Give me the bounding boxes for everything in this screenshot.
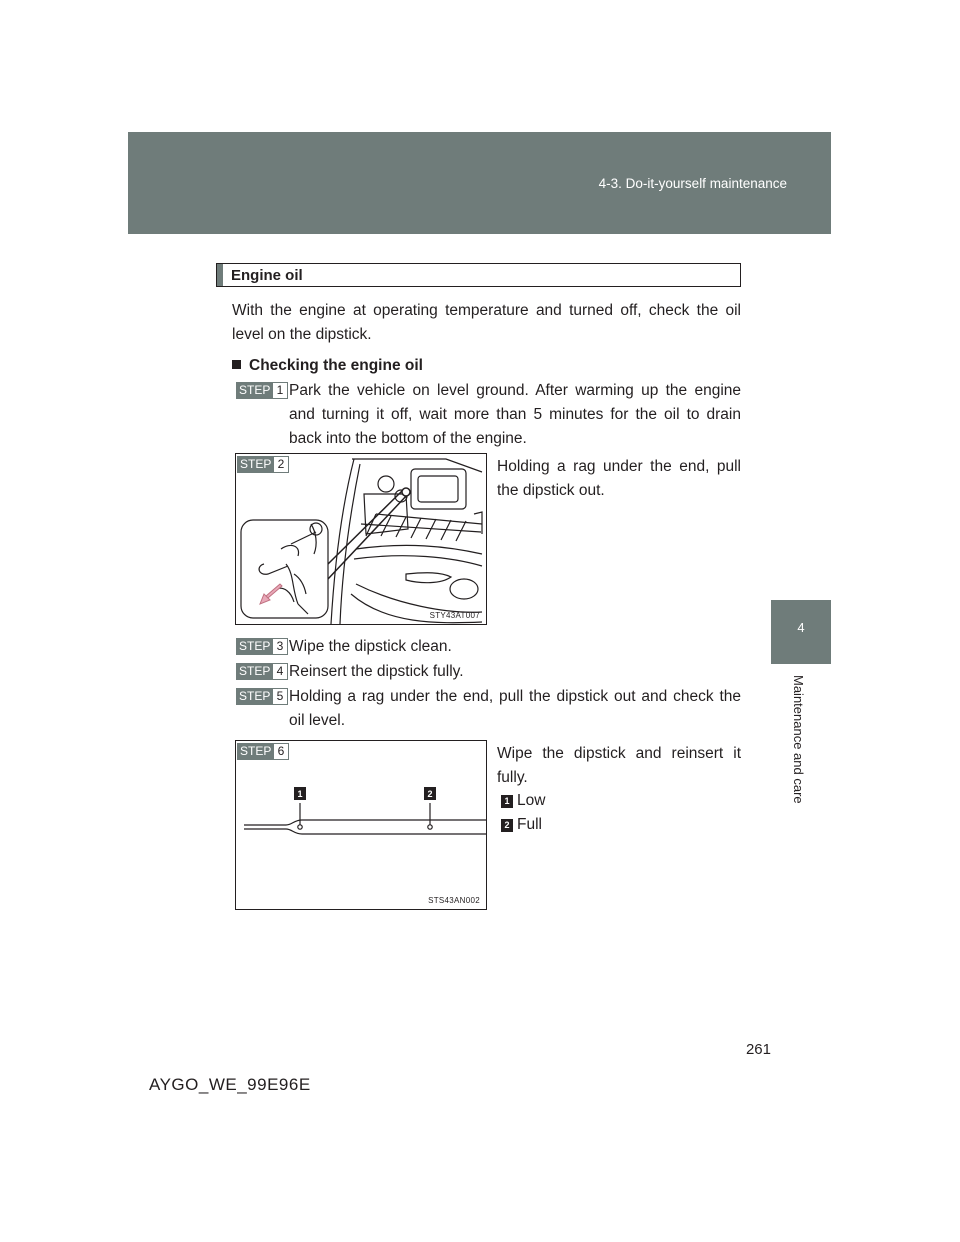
subheading-text: Checking the engine oil [249, 357, 423, 374]
step-label: STEP [236, 638, 272, 655]
header-band [128, 132, 831, 234]
document-code: AYGO_WE_99E96E [149, 1075, 311, 1094]
legend-badge: 1 [501, 795, 513, 808]
legend-badge: 2 [501, 819, 513, 832]
step-badge-1 [236, 382, 288, 399]
chapter-title: Maintenance and care [791, 675, 806, 804]
step-label: STEP [237, 743, 273, 760]
legend-item-full [501, 816, 542, 834]
figure-code: STY43AT007 [429, 611, 480, 620]
engine-bay-illustration-icon [236, 454, 486, 624]
step-1-text: Park the vehicle on level ground. After warming up the engine and turning it off, wait more than 5 minutes for the oil to drain back into the bottom of the engine. [289, 382, 741, 447]
step-5-text: Holding a rag under the end, pull the dipstick out and check the oil level. [289, 688, 741, 729]
step-badge-4 [236, 663, 288, 680]
page-number: 261 [745, 1041, 771, 1058]
step-label: STEP [237, 456, 273, 473]
step-number: 2 [273, 456, 289, 473]
step-number: 4 [272, 663, 288, 680]
dipstick-illustration-icon [236, 741, 486, 909]
chapter-tab [771, 600, 831, 664]
step-badge-5 [236, 688, 288, 705]
step-4-text: Reinsert the dipstick fully. [289, 663, 464, 680]
marker-1-label: 1 [297, 789, 303, 799]
intro-paragraph: With the engine at operating temperature and turned off, check the oil level on the dipstick. [232, 302, 741, 343]
header-section-title: 4-3. Do-it-yourself maintenance [598, 176, 787, 191]
step-2-text: Holding a rag under the end, pull the dipstick out. [497, 458, 741, 499]
step-3-text: Wipe the dipstick clean. [289, 638, 452, 655]
step-number: 1 [272, 382, 288, 399]
marker-2-label: 2 [427, 789, 433, 799]
section-title: Engine oil [231, 267, 303, 284]
step-number: 5 [272, 688, 288, 705]
step-label: STEP [236, 688, 272, 705]
figure-code: STS43AN002 [428, 896, 480, 905]
step-number: 3 [272, 638, 288, 655]
bullet-square-icon [232, 360, 241, 369]
section-header [216, 263, 741, 287]
chapter-number: 4 [797, 620, 805, 635]
legend-label: Low [517, 792, 546, 809]
dipstick-figure [235, 740, 487, 910]
section-header-bar [217, 264, 223, 286]
step-6-text: Wipe the dipstick and reinsert it fully. [497, 745, 741, 786]
step-number: 6 [273, 743, 289, 760]
step-label: STEP [236, 663, 272, 680]
subheading [232, 357, 423, 375]
step-badge-3 [236, 638, 288, 655]
engine-bay-figure [235, 453, 487, 625]
legend-item-low [501, 792, 545, 810]
legend-label: Full [517, 816, 542, 833]
step-label: STEP [236, 382, 272, 399]
